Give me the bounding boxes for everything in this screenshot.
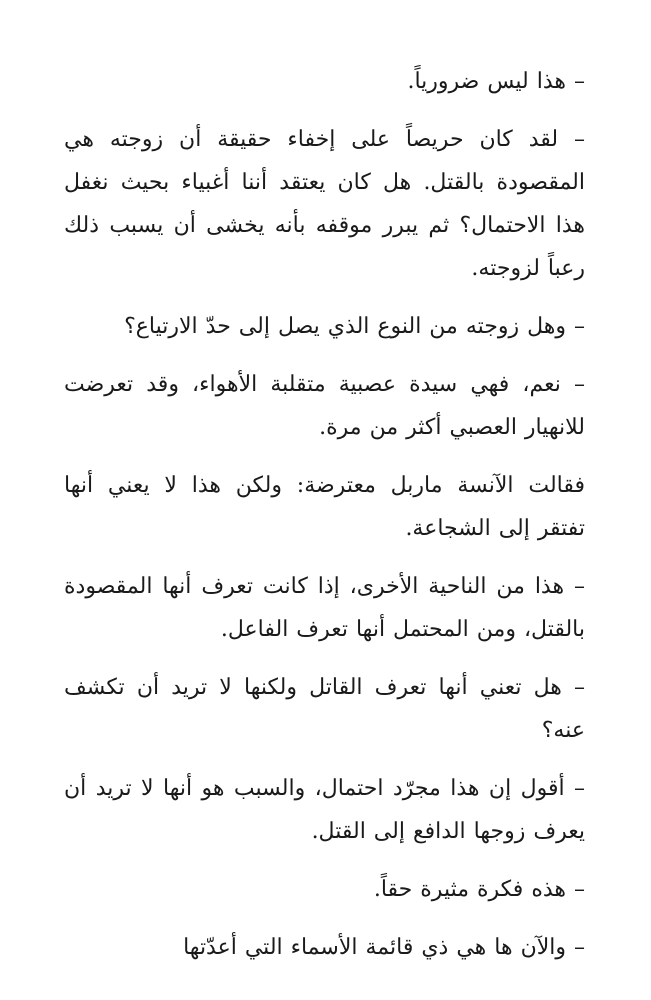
- paragraph: – نعم، فهي سيدة عصبية متقلبة الأهواء، وقد تعرضت للانهيار العصبي أكثر من مرة.: [64, 372, 585, 440]
- paragraph: – أقول إن هذا مجرّد احتمال، والسبب هو أنها لا تريد أن يعرف زوجها الدافع إلى القتل.: [64, 776, 585, 844]
- paragraph: فقالت الآنسة ماربل معترضة: ولكن هذا لا يعني أنها تفتقر إلى الشجاعة.: [64, 473, 585, 541]
- paragraph: – هذا ليس ضرورياً.: [407, 69, 585, 94]
- paragraph: – هل تعني أنها تعرف القاتل ولكنها لا تريد أن تكشف عنه؟: [64, 675, 585, 743]
- paragraph: – هذه فكرة مثيرة حقاً.: [373, 877, 585, 902]
- paragraph: – هذا من الناحية الأخرى، إذا كانت تعرف أنها المقصودة بالقتل، ومن المحتمل أنها تعرف الفاعل.: [64, 574, 585, 642]
- paragraph: – وهل زوجته من النوع الذي يصل إلى حدّ الارتياع؟: [124, 314, 585, 339]
- paragraph: – والآن ها هي ذي قائمة الأسماء التي أعدّتها: [183, 935, 585, 960]
- paragraph: – لقد كان حريصاً على إخفاء حقيقة أن زوجته هي المقصودة بالقتل. هل كان يعتقد أننا أغبياء بحيث نغفل هذا الاحتمال؟ ثم يبرر موقفه بأنه يخشى أن يسبب ذلك رعباً لزوجته.: [64, 127, 585, 281]
